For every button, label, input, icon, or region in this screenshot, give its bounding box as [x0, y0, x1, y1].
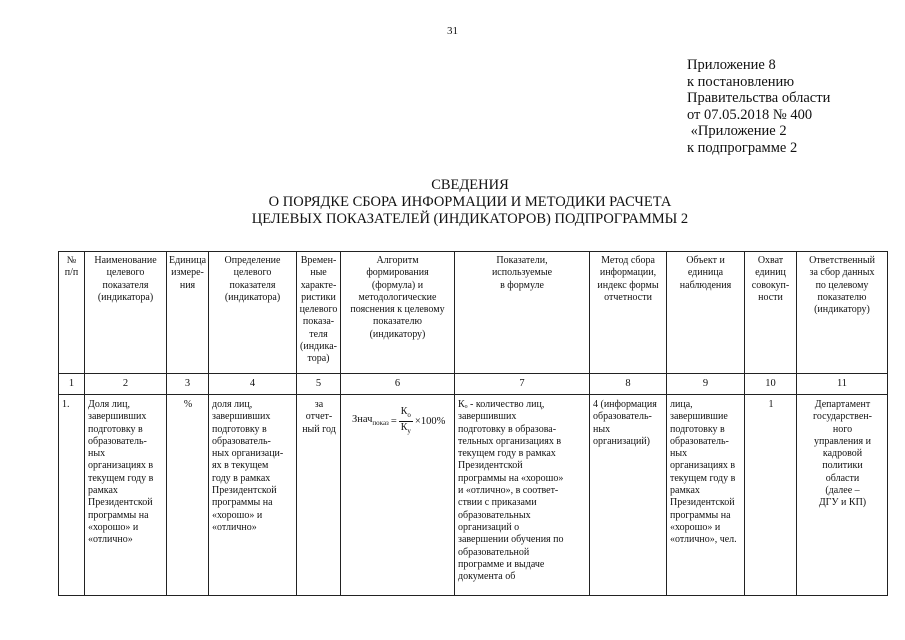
formula-cell — [341, 395, 455, 596]
column-number: 10 — [745, 374, 797, 395]
formula-fraction — [399, 406, 413, 438]
table-row — [59, 395, 888, 596]
column-number: 6 — [341, 374, 455, 395]
header-cell-name: Наименование целевого показателя (индикатора) — [85, 252, 167, 374]
numerator-symbol: К — [400, 406, 408, 417]
column-number: 11 — [797, 374, 888, 395]
denominator-symbol: К — [400, 422, 408, 434]
formula-indicators: Кₒ - количество лиц, завершивших подготовку в образова- тельных организациях в текущем году в рамках Президентской программы на «хорошо» и «отлично», в соответ- ствии с приказами образовательных организаций о завершении обучения по образовательной программе и выдаче документа об — [455, 395, 590, 596]
header-cell-definition: Определение целевого показателя (индикатора) — [209, 252, 297, 374]
formula-lhs-subscript: показ — [372, 419, 389, 428]
indicators-table — [58, 251, 888, 596]
time-characteristics: за отчет- ный год — [297, 395, 341, 596]
formula-equals: = — [390, 415, 397, 427]
column-number: 4 — [209, 374, 297, 395]
header-cell-time: Времен- ные характе- ристики целевого показа- теля (индика- тора) — [297, 252, 341, 374]
header-cell-algorithm: Алгоритм формирования (формула) и методологические пояснения к целевому показателю (индикатору) — [341, 252, 455, 374]
header-cell-responsible: Ответственный за сбор данных по целевому показателю (индикатору) — [797, 252, 888, 374]
heading-line: СВЕДЕНИЯ — [431, 177, 509, 193]
row-number: 1. — [59, 395, 85, 596]
formula-numerator — [399, 406, 413, 422]
header-cell-object: Объект и единица наблюдения — [667, 252, 745, 374]
unit-of-measure: % — [167, 395, 209, 596]
observation-object: лица, завершившие подготовку в образователь- ных организациях в текущем году в рамках Президентской программы на «хорошо» и «отлично», чел. — [667, 395, 745, 596]
document-heading — [180, 177, 760, 228]
column-number: 7 — [455, 374, 590, 395]
page-number: 31 — [447, 25, 458, 37]
appendix-reference — [687, 57, 830, 157]
column-number: 3 — [167, 374, 209, 395]
header-row — [59, 252, 888, 374]
header-cell-num: № п/п — [59, 252, 85, 374]
column-number: 9 — [667, 374, 745, 395]
header-cell-method: Метод сбора информации, индекс формы отчетности — [590, 252, 667, 374]
appendix-line: Приложение 8 — [687, 57, 776, 73]
responsible-party: Департамент государствен- ного управления и кадровой политики области (далее – ДГУ и КП) — [797, 395, 888, 596]
formula-lhs-symbol: Знач — [352, 414, 373, 426]
appendix-line: «Приложение 2 — [687, 123, 787, 140]
column-number: 1 — [59, 374, 85, 395]
column-number: 5 — [297, 374, 341, 395]
indicator-name: Доля лиц, завершивших подготовку в образователь- ных организациях в текущем году в рамках Президентской программы на «хорошо» и «отлично» — [85, 395, 167, 596]
formula-tail: ×100% — [414, 415, 446, 427]
column-number: 8 — [590, 374, 667, 395]
formula-denominator — [399, 422, 413, 437]
numerator-subscript: о — [407, 411, 411, 419]
appendix-line: к подпрограмме 2 — [687, 139, 798, 156]
header-cell-coverage: Охват единиц совокуп- ности — [745, 252, 797, 374]
appendix-line: Правительства области — [687, 90, 831, 107]
appendix-line: к постановлению — [687, 73, 795, 90]
heading-line: ЦЕЛЕВЫХ ПОКАЗАТЕЛЕЙ (ИНДИКАТОРОВ) ПОДПРОГРАММЫ 2 — [251, 211, 689, 227]
column-number: 2 — [85, 374, 167, 395]
header-cell-unit: Единица измере- ния — [167, 252, 209, 374]
heading-line: О ПОРЯДКЕ СБОРА ИНФОРМАЦИИ И МЕТОДИКИ РАСЧЕТА — [268, 194, 672, 210]
formula-lhs — [352, 414, 389, 429]
indicator-definition: доля лиц, завершивших подготовку в образователь- ных организаци- ях в текущем году в рамках Президентской программы на «хорошо» и «отлично» — [209, 395, 297, 596]
column-number-row — [59, 374, 888, 395]
calculation-formula — [352, 406, 452, 438]
header-cell-indicators: Показатели, используемые в формуле — [455, 252, 590, 374]
collection-method: 4 (информация образователь- ных организаций) — [590, 395, 667, 596]
appendix-line: от 07.05.2018 № 400 — [687, 106, 813, 123]
denominator-subscript: у — [407, 427, 411, 436]
population-coverage: 1 — [745, 395, 797, 596]
